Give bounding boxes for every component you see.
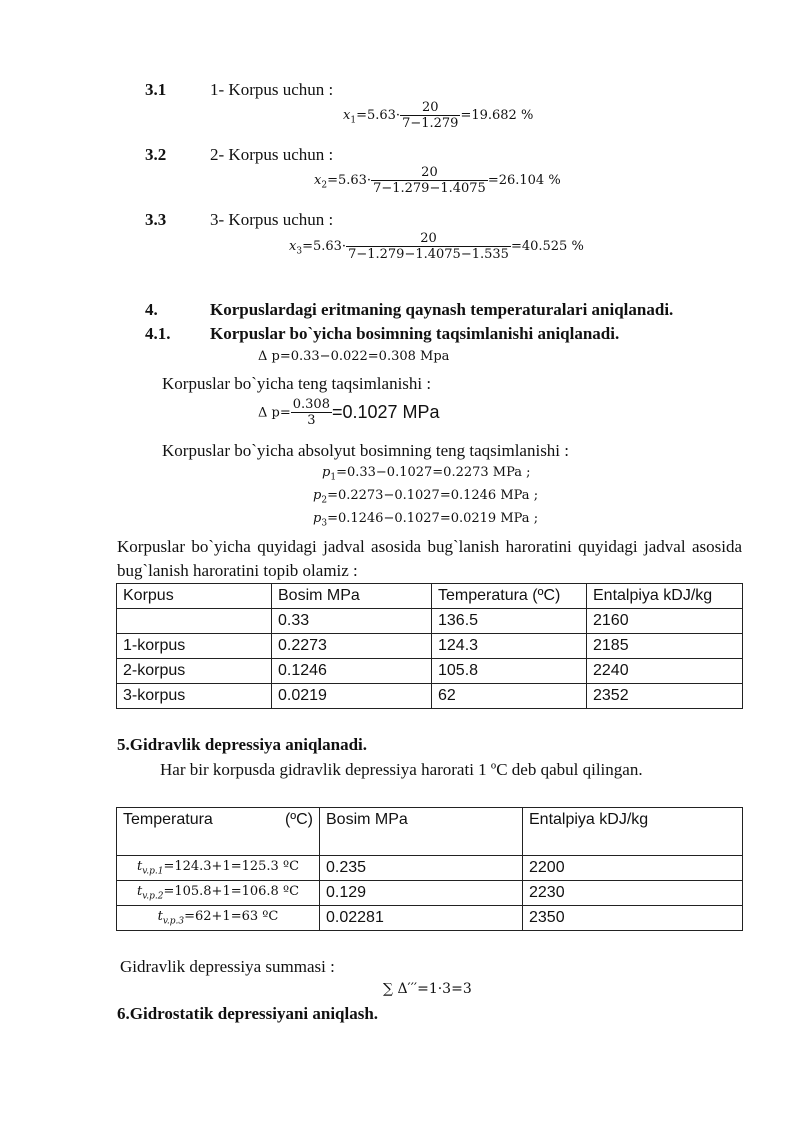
table-cell: $t_{v.p.1}=124.3+1=125.3$ ºC xyxy=(117,856,320,881)
absolute-pressure-label: Korpuslar bo`yicha absolyut bosimning teng taqsimlanishi : xyxy=(162,441,570,460)
table-cell: 2-korpus xyxy=(117,659,272,684)
formula-delta-p-even: Δ p= $\frac{0.308}{3}$ =0.1027 MPa xyxy=(258,397,440,428)
table-cell: 2240 xyxy=(587,659,743,684)
table-header: Bosim MPa xyxy=(272,584,432,609)
section-number-3-1: 3.1 xyxy=(145,80,167,99)
section-5-text: Har bir korpusda gidravlik depressiya harorati 1 ºC deb qabul qilingan. xyxy=(160,760,643,779)
table-cell: 2350 xyxy=(523,906,743,931)
table-cell: 0.0219 xyxy=(272,684,432,709)
table-cell: 124.3 xyxy=(432,634,587,659)
table-header-row xyxy=(117,808,743,856)
table-row xyxy=(117,881,743,906)
section-label-3-3: 3- Korpus uchun : xyxy=(210,210,334,229)
table-cell: 0.2273 xyxy=(272,634,432,659)
formula-sum: ∑ Δ′′′=1·3=3 xyxy=(383,981,472,997)
sum-label: Gidravlik depressiya summasi : xyxy=(120,957,335,976)
table-cell: 0.1246 xyxy=(272,659,432,684)
section-number-3-3: 3.3 xyxy=(145,210,167,229)
table-cell: $t_{v.p.3}=62+1=63$ ºC xyxy=(117,906,320,931)
table-cell: 0.129 xyxy=(320,881,523,906)
table-cell: 2352 xyxy=(587,684,743,709)
formula-x1: $x_1=5.63\cdot$ $\frac{20}{7-1.279}$ =19.682 % xyxy=(343,100,534,131)
section-title-4-1: Korpuslar bo`yicha bosimning taqsimlanishi aniqlanadi. xyxy=(210,324,620,343)
table-row xyxy=(117,634,743,659)
table-header: Bosim MPa xyxy=(320,808,523,856)
table-cell: 2230 xyxy=(523,881,743,906)
table-cell: 105.8 xyxy=(432,659,587,684)
formula-x2: $x_2=5.63\cdot$ $\frac{20}{7-1.279-1.4075}$ =26.104 % xyxy=(314,165,561,196)
section-number-4: 4. xyxy=(145,300,158,319)
table-cell: 2200 xyxy=(523,856,743,881)
table-header-row xyxy=(117,584,743,609)
table-header: Entalpiya kDJ/kg xyxy=(587,584,743,609)
section-title-6: 6.Gidrostatik depressiyani aniqlash. xyxy=(117,1004,379,1023)
section-title-4: Korpuslardagi eritmaning qaynash temperaturalari aniqlanadi. xyxy=(210,300,674,319)
even-distribution-label: Korpuslar bo`yicha teng taqsimlanishi : xyxy=(162,374,432,393)
table-row xyxy=(117,659,743,684)
section-label-3-2: 2- Korpus uchun : xyxy=(210,145,334,164)
table-header: Temperatura (ºC) xyxy=(432,584,587,609)
table-header: Entalpiya kDJ/kg xyxy=(523,808,743,856)
table-cell: $t_{v.p.2}=105.8+1=106.8$ ºC xyxy=(117,881,320,906)
table-row xyxy=(117,856,743,881)
formula-delta-p: Δ p=0.33−0.022=0.308 Mpa xyxy=(258,349,450,364)
paragraph-table-intro: Korpuslar bo`yicha quyidagi jadval asosida bug`lanish haroratini quyidagi jadval asosida bug`lanish haroratini topib olamiz : xyxy=(117,537,742,580)
table-cell: 3-korpus xyxy=(117,684,272,709)
formula-x3: $x_3=5.63\cdot$ $\frac{20}{7-1.279-1.4075-1.535}$ =40.525 % xyxy=(289,231,584,262)
table-cell xyxy=(117,609,272,634)
table-header: Korpus xyxy=(117,584,272,609)
table-cell: 0.33 xyxy=(272,609,432,634)
table-row xyxy=(117,906,743,931)
section-number-3-2: 3.2 xyxy=(145,145,167,164)
table-row xyxy=(117,609,743,634)
table-row xyxy=(117,684,743,709)
section-title-5: 5.Gidravlik depressiya aniqlanadi. xyxy=(117,735,368,754)
formula-p1: $p_1=0.33-0.1027=0.2273$ MPa ; xyxy=(322,465,531,483)
table-cell: 1-korpus xyxy=(117,634,272,659)
hydraulic-depression-table xyxy=(116,807,743,931)
table-cell: 0.02281 xyxy=(320,906,523,931)
table-cell: 2185 xyxy=(587,634,743,659)
section-number-4-1: 4.1. xyxy=(145,324,171,343)
formula-p2: $p_2=0.2273-0.1027=0.1246$ MPa ; xyxy=(313,488,539,506)
table-cell: 2160 xyxy=(587,609,743,634)
table-cell: 136.5 xyxy=(432,609,587,634)
table-cell: 0.235 xyxy=(320,856,523,881)
table-header: Temperatura (ºC) xyxy=(117,808,320,856)
formula-p3: $p_3=0.1246-0.1027=0.0219$ MPa ; xyxy=(313,511,539,529)
pressure-temperature-table xyxy=(116,583,743,709)
section-label-3-1: 1- Korpus uchun : xyxy=(210,80,334,99)
table-cell: 62 xyxy=(432,684,587,709)
